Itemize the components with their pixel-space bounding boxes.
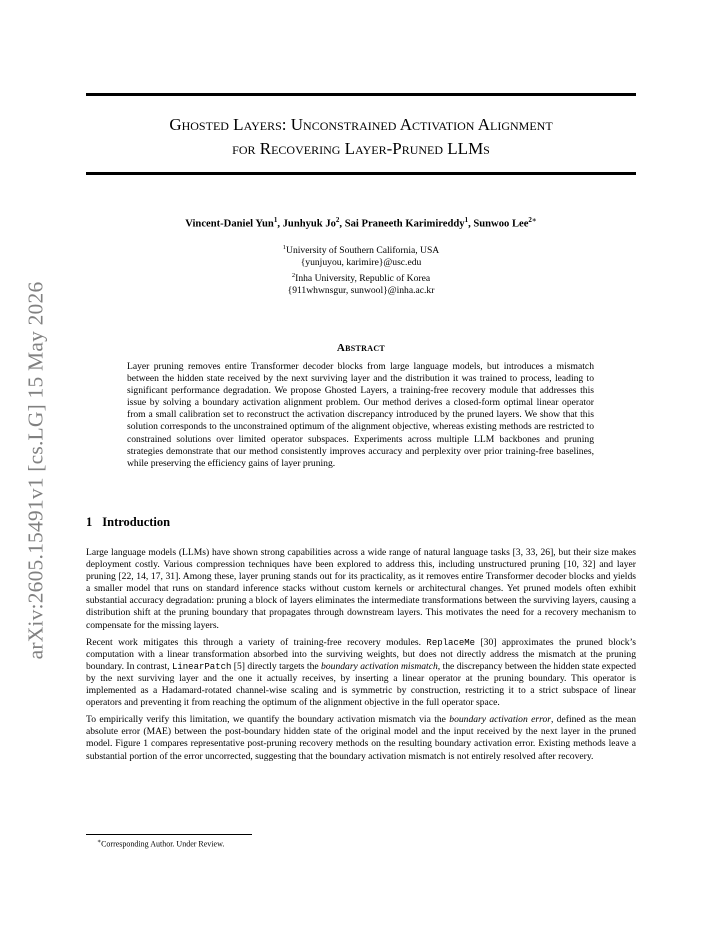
abstract-heading: Abstract [336, 342, 386, 354]
footnote-rule [86, 834, 252, 835]
author-affil-mark: 2 [335, 216, 340, 224]
emphasis-term: boundary activation error [449, 714, 551, 726]
title-top-rule [86, 93, 636, 96]
section-number: 1 [86, 515, 93, 529]
section-heading-introduction [86, 515, 170, 530]
section-title: Introduction [102, 515, 171, 529]
paragraph-2: Recent work mitigates this through a variety of training-free recovery modules. ReplaceMe [30] approximates the pruned block’s computation with a linear transformation absorbed into the surviving weights, but does not directly address the mismatch at the pruning boundary. In contrast, LinearPatch [5] directly targets the boundary activation mismatch, the discrepancy between the hidden state expected by the next surviving layer and the one it actually receives, by inserting a linear operator at the pruning boundary. This operator is implemented as a Hadamard-rotated channel-wise scaling and is symmetric by construction, restricting it to a strict subspace of linear operators and preventing it from reaching the optimum of the alignment objective in the full operator space. [86, 636, 637, 709]
author-name: Sunwoo Lee [473, 218, 529, 230]
code-linearpatch: LinearPatch [171, 661, 232, 672]
footnote-mark: ∗ [97, 839, 102, 845]
emphasis-term: boundary activation mismatch [321, 660, 438, 672]
code-replaceme: ReplaceMe [426, 637, 476, 648]
author-name: Sai Praneeth Karimireddy [344, 218, 465, 230]
affiliations [86, 242, 636, 297]
paper-title [86, 113, 636, 161]
paragraph-1: Large language models (LLMs) have shown strong capabilities across a wide range of natural language tasks [3, 33, 26], but their size makes deployment costly. Various compression techniques have been explored to address this, including unstructured pruning [10, 32] and layer pruning [22, 14, 17, 31]. Among these, layer pruning stands out for its practicality, as it removes entire Transformer decoder blocks and yields a smaller model that runs on standard inference stacks without custom kernels or architectural changes. Yet pruned models often exhibit substantial accuracy degradation: pruning a block of layers eliminates the intermediate transformations between the surviving layers, causing a distribution shift at the pruning boundary that propagates through downstream layers. This motivates the need for a recovery mechanism to compensate for the missing layers. [86, 547, 636, 631]
paragraph-3: To empirically verify this limitation, we quantify the boundary activation mismatch via the boundary activation error, defined as the mean absolute error (MAE) between the post-boundary hidden state of the original model and the input received by the next layer in the pruned model. Figure 1 compares representative post-pruning recovery methods on the resulting boundary activation error. Existing methods leave a substantial portion of the error uncorrected, suggesting that the boundary activation mismatch is not entirely resolved after recovery. [86, 714, 636, 762]
abstract-text: Layer pruning removes entire Transformer decoder blocks from large language models, but introduces a mismatch between the hidden state received by the next surviving layer and the distribution it was trained to process, leading to significant performance degradation. We propose Ghosted Layers, a training-free recovery module that addresses this issue by solving a boundary activation alignment problem. Our method derives a closed-form optimal linear operator from a small calibration set to reconstruct the activation discrepancy introduced by the pruned layers. We show that this solution corresponds to the unconstrained optimum of the alignment objective, whereas existing methods are restricted to constrained solutions over limited operator subspaces. Experiments across multiple LLM backbones and pruning strategies demonstrate that our method consistently improves accuracy and perplexity over prior training-free baselines, while preserving the efficiency gains of layer pruning. [127, 361, 594, 469]
author-affil-mark: 1 [464, 216, 469, 224]
footnote [97, 838, 224, 849]
author-name: Junhyuk Jo [282, 218, 336, 230]
affiliation-2: $^2$Inha University, Republic of Korea [291, 271, 431, 284]
affiliation-1-email: {yunjuyou, karimire}@usc.edu [300, 257, 422, 269]
footnote-text: Corresponding Author. Under Review. [101, 839, 225, 849]
affiliation-1: $^1$University of Southern California, USA [282, 244, 440, 257]
author-affil-mark: 2∗ [528, 216, 537, 224]
title-line-1: Ghosted Layers: Unconstrained Activation Alignment [169, 115, 553, 134]
author-name: Vincent-Daniel Yun [185, 218, 274, 230]
author-affil-mark: 1 [273, 216, 278, 224]
title-line-2: for Recovering Layer-Pruned LLMs [232, 139, 490, 158]
introduction-body [86, 547, 636, 768]
arxiv-identifier-text: arXiv:2605.15491v1 [cs.LG] 15 May 2026 [23, 281, 48, 659]
arxiv-identifier-stamp [16, 255, 56, 685]
affiliation-2-email: {911whwnsgur, sunwool}@inha.ac.kr [287, 284, 435, 296]
title-bottom-rule [86, 172, 636, 175]
author-list: Vincent-Daniel Yun$^1$, Junhyuk Jo$^2$, Sai Praneeth Karimireddy$^1$, Sunwoo Lee$^{2∗}$ [185, 216, 537, 230]
